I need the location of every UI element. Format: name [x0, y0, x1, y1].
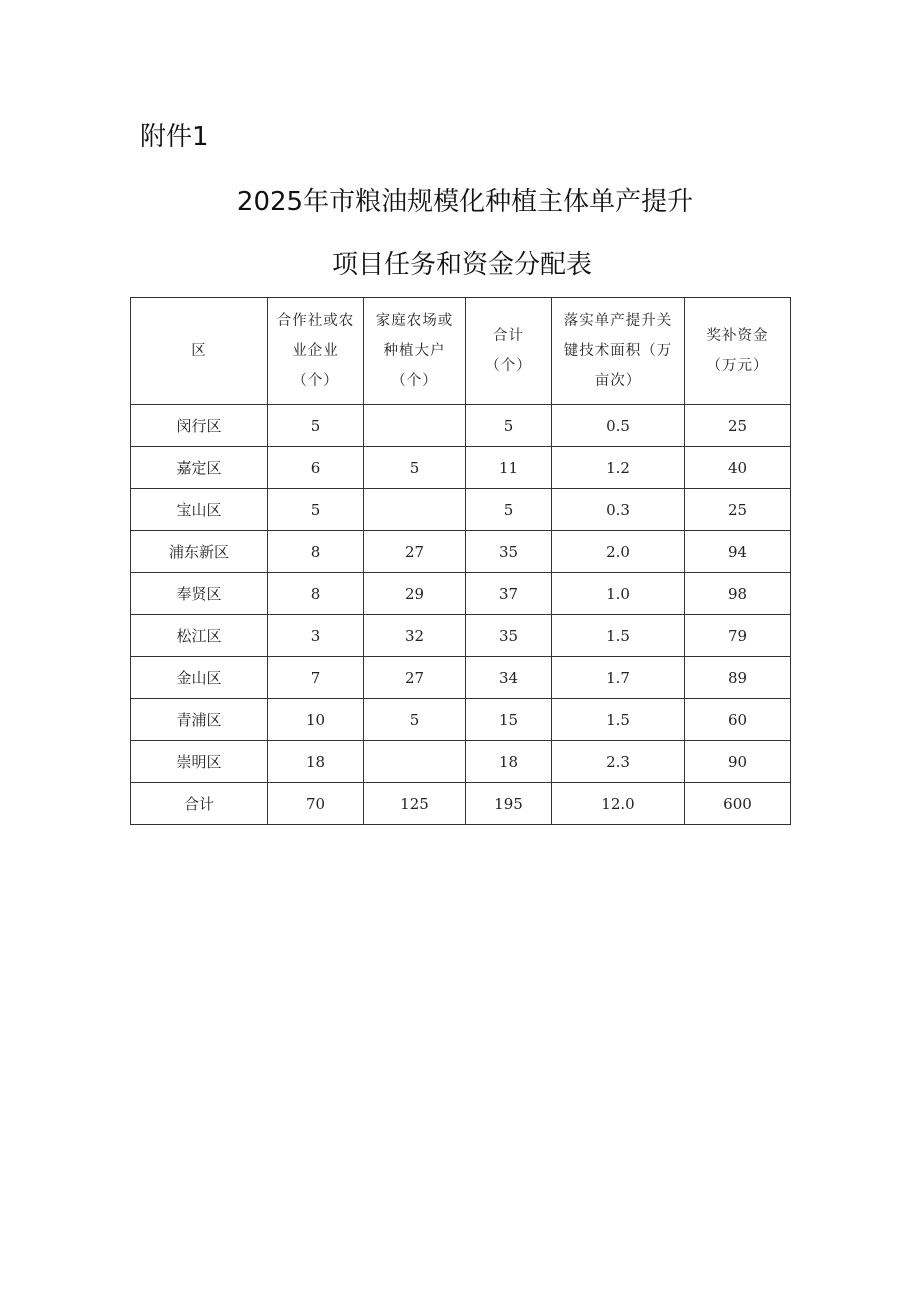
table-cell-family-farms: 5 — [364, 699, 466, 741]
table-cell-district: 金山区 — [131, 657, 268, 699]
table-cell-cooperatives: 18 — [268, 741, 364, 783]
table-row — [131, 657, 791, 699]
column-header-line: （万元） — [706, 358, 769, 374]
table-cell-key-tech-area: 1.2 — [552, 447, 685, 489]
column-header-line: 落实单产提升关 — [563, 313, 673, 329]
table-cell-district: 松江区 — [131, 615, 268, 657]
table-cell-cooperatives: 10 — [268, 699, 364, 741]
column-header-line: 奖补资金 — [706, 328, 769, 344]
table-cell-subtotal: 15 — [466, 699, 552, 741]
column-header-line: 种植大户 — [383, 343, 446, 359]
table-cell-cooperatives: 3 — [268, 615, 364, 657]
table-cell-subtotal: 35 — [466, 531, 552, 573]
table-cell-subsidy-funds: 600 — [685, 783, 791, 825]
column-header-subsidy-funds — [685, 298, 791, 405]
table-cell-district: 嘉定区 — [131, 447, 268, 489]
table-cell-key-tech-area: 2.0 — [552, 531, 685, 573]
table-cell-cooperatives: 6 — [268, 447, 364, 489]
table-cell-subtotal: 18 — [466, 741, 552, 783]
table-cell-key-tech-area: 12.0 — [552, 783, 685, 825]
table-cell-subtotal: 5 — [466, 489, 552, 531]
table-cell-subtotal: 34 — [466, 657, 552, 699]
document-title-line-1: 2025年市粮油规模化种植主体单产提升 — [236, 187, 694, 217]
table-cell-cooperatives: 7 — [268, 657, 364, 699]
column-header-line: 区 — [191, 343, 207, 359]
table-cell-subsidy-funds: 25 — [685, 489, 791, 531]
column-header-line: （个） — [485, 358, 532, 374]
column-header-line: 业企业 — [292, 343, 339, 359]
table-cell-key-tech-area: 1.0 — [552, 573, 685, 615]
table-cell-key-tech-area: 1.7 — [552, 657, 685, 699]
document-title-line-2: 项目任务和资金分配表 — [331, 250, 592, 280]
table-cell-family-farms — [364, 741, 466, 783]
column-header-line: 亩次） — [594, 373, 642, 389]
table-cell-subtotal: 5 — [466, 405, 552, 447]
table-cell-family-farms: 5 — [364, 447, 466, 489]
allocation-table — [130, 297, 791, 825]
table-cell-subsidy-funds: 40 — [685, 447, 791, 489]
table-row — [131, 447, 791, 489]
table-row — [131, 573, 791, 615]
table-cell-subtotal: 37 — [466, 573, 552, 615]
column-header-line: 合作社或农 — [276, 313, 355, 329]
table-row — [131, 489, 791, 531]
table-row — [131, 531, 791, 573]
table-cell-family-farms: 125 — [364, 783, 466, 825]
table-row — [131, 405, 791, 447]
column-header-line: 家庭农场或 — [375, 313, 454, 329]
table-cell-cooperatives: 70 — [268, 783, 364, 825]
table-cell-subsidy-funds: 79 — [685, 615, 791, 657]
table-cell-district: 崇明区 — [131, 741, 268, 783]
table-cell-family-farms: 32 — [364, 615, 466, 657]
table-cell-district: 宝山区 — [131, 489, 268, 531]
table-cell-family-farms: 27 — [364, 657, 466, 699]
table-cell-key-tech-area: 2.3 — [552, 741, 685, 783]
table-cell-cooperatives: 8 — [268, 531, 364, 573]
table-cell-key-tech-area: 0.3 — [552, 489, 685, 531]
table-cell-cooperatives: 5 — [268, 405, 364, 447]
table-row — [131, 783, 791, 825]
column-header-cooperatives — [268, 298, 364, 405]
table-cell-district: 合计 — [131, 783, 268, 825]
table-cell-district: 闵行区 — [131, 405, 268, 447]
column-header-family-farms — [364, 298, 466, 405]
table-cell-subsidy-funds: 25 — [685, 405, 791, 447]
table-cell-district: 浦东新区 — [131, 531, 268, 573]
table-row — [131, 615, 791, 657]
table-cell-subtotal: 35 — [466, 615, 552, 657]
table-cell-subsidy-funds: 98 — [685, 573, 791, 615]
table-cell-family-farms: 27 — [364, 531, 466, 573]
column-header-district — [131, 298, 268, 405]
table-cell-subsidy-funds: 90 — [685, 741, 791, 783]
table-cell-district: 奉贤区 — [131, 573, 268, 615]
table-cell-subsidy-funds: 94 — [685, 531, 791, 573]
column-header-subtotal — [466, 298, 552, 405]
column-header-line: （个） — [391, 373, 438, 389]
table-cell-subsidy-funds: 89 — [685, 657, 791, 699]
table-cell-family-farms — [364, 489, 466, 531]
table-cell-district: 青浦区 — [131, 699, 268, 741]
table-cell-key-tech-area: 1.5 — [552, 615, 685, 657]
table-cell-key-tech-area: 0.5 — [552, 405, 685, 447]
table-cell-cooperatives: 5 — [268, 489, 364, 531]
table-cell-subtotal: 11 — [466, 447, 552, 489]
column-header-key-tech-area — [552, 298, 685, 405]
column-header-line: （个） — [292, 373, 339, 389]
table-cell-key-tech-area: 1.5 — [552, 699, 685, 741]
table-cell-subtotal: 195 — [466, 783, 552, 825]
table-cell-family-farms — [364, 405, 466, 447]
table-body — [131, 405, 791, 825]
column-header-line: 键技术面积（万 — [563, 343, 673, 359]
table-row — [131, 699, 791, 741]
attachment-label: 附件1 — [140, 122, 209, 152]
table-header-row — [131, 298, 791, 405]
column-header-line: 合计 — [493, 328, 524, 344]
table-cell-family-farms: 29 — [364, 573, 466, 615]
table-cell-subsidy-funds: 60 — [685, 699, 791, 741]
table-cell-cooperatives: 8 — [268, 573, 364, 615]
table-row — [131, 741, 791, 783]
